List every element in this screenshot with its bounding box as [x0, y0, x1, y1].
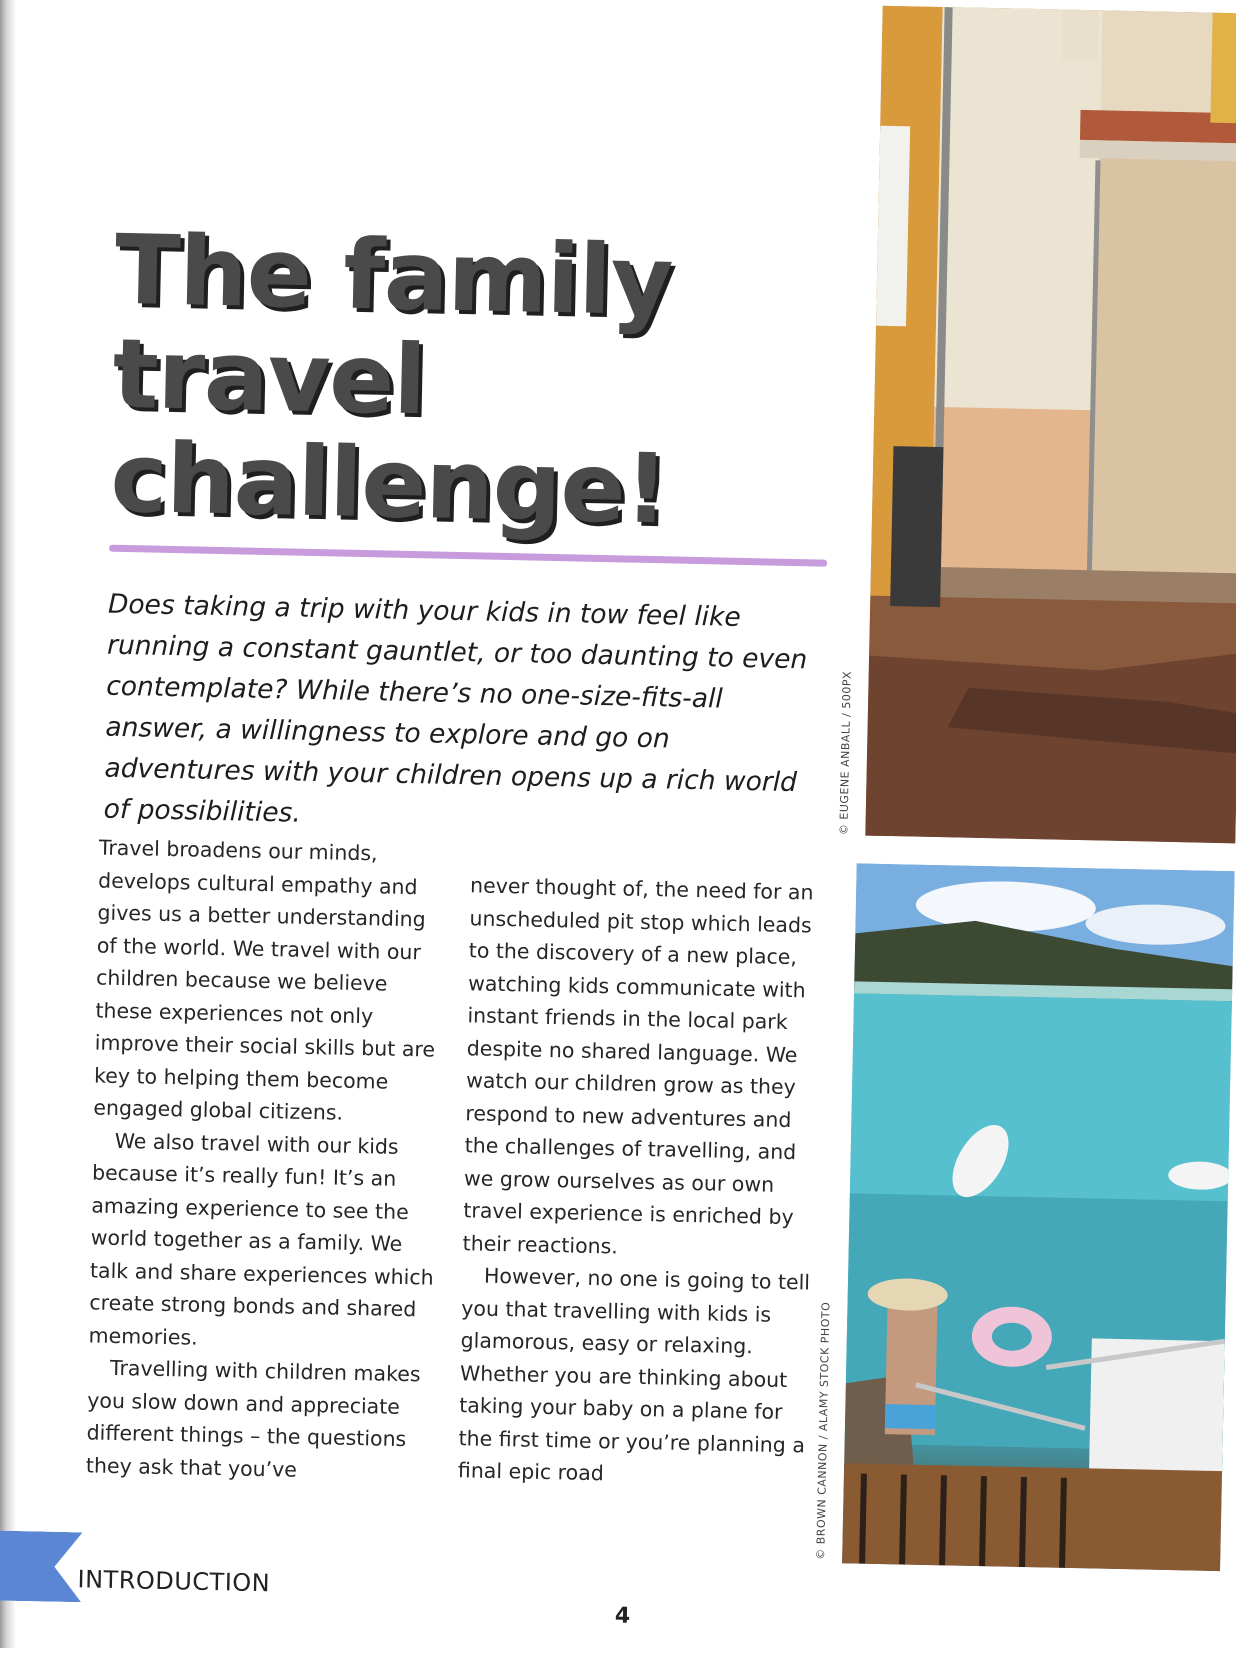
intro-paragraph: Does taking a trip with your kids in tow feel like running a constant gauntlet, or too daunting to even contemplate? While there’s no one-size-fits-all answer, a willingness to explore and go on adventures with your children opens up a rich world of possibilities.	[103, 588, 808, 829]
body-paragraph: Travel broadens our minds, develops cultural empathy and gives us a better understanding of the world. We travel with our children because we believe these experiences not only improve their social skills but are key to helping them become engaged global citizens.	[93, 835, 436, 1125]
photo-credit-bottom: © BROWN CANNON / ALAMY STOCK PHOTO	[814, 1301, 833, 1560]
photo-credit-top: © EUGENE ANBALL / 500PX	[837, 670, 854, 836]
lake-kayak-photo	[842, 863, 1235, 1571]
section-label: INTRODUCTION	[77, 1565, 271, 1598]
body-paragraph: We also travel with our kids because it’s really fun! It’s an amazing experience to see the world together as a family. We talk and share experiences which create strong bonds and shared memories.	[88, 1128, 434, 1350]
body-paragraph: never thought of, the need for an unscheduled pit stop which leads to the discovery of a new place, watching kids communicate with instant friends in the local park despite no shared language. We watch our children grow as they respond to new adventures and the challenges of travelling, and we grow ourselves as our own travel experience is enriched by their reactions.	[462, 873, 814, 1258]
section-tab-marker	[0, 1530, 83, 1602]
body-paragraph: However, no one is going to tell you that travelling with kids is glamorous, easy or relaxing. Whether you are thinking about taking your baby on a plane for the first time or you’re planning a final epic road	[457, 1263, 811, 1486]
body-column-left	[86, 832, 450, 1489]
body-paragraph: Travelling with children makes you slow down and appreciate different things – the questions they ask that you’ve	[85, 1355, 421, 1482]
body-column-right	[458, 869, 821, 1494]
page-title: The family travel challenge!	[109, 213, 674, 546]
building-courtyard-illustration	[865, 6, 1236, 844]
building-courtyard-photo	[865, 6, 1236, 844]
lake-kayak-illustration	[842, 863, 1235, 1571]
page-number: 4	[614, 1603, 631, 1629]
title-divider	[109, 545, 827, 567]
